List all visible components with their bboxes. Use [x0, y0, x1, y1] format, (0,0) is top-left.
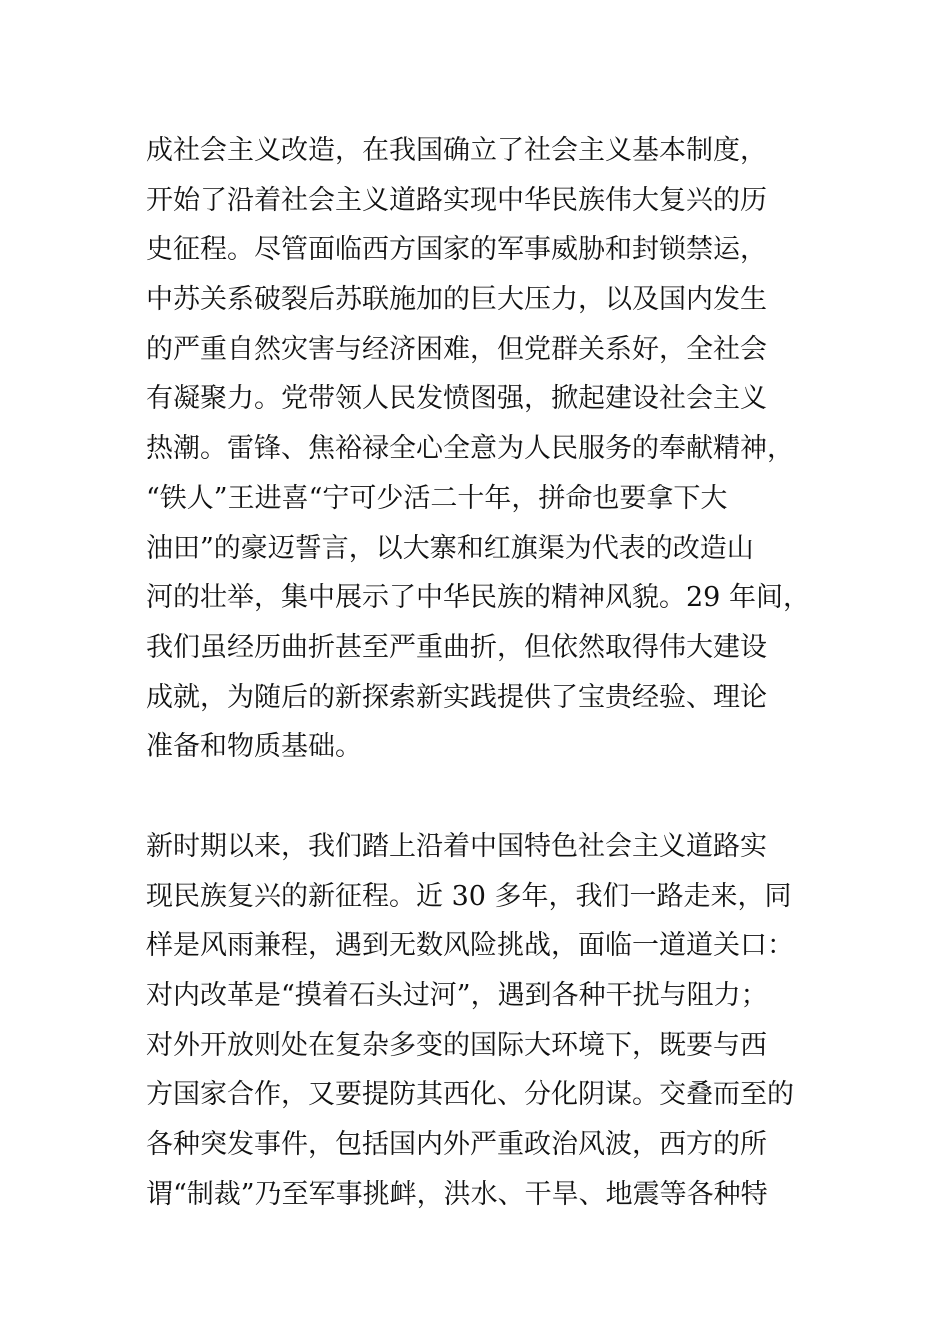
text-line: “铁人”王进喜“宁可少活二十年，拼命也要拿下大: [146, 482, 728, 514]
text-line: 现民族复兴的新征程。近 30 多年，我们一路走来，同: [146, 880, 792, 912]
text-line: 对内改革是“摸着石头过河”，遇到各种干扰与阻力；: [146, 980, 768, 1012]
text-line: 油田”的豪迈誓言，以大寨和红旗渠为代表的改造山: [146, 532, 754, 564]
paragraph-1: [146, 126, 816, 772]
text-line: 方国家合作，又要提防其西化、分化阴谋。交叠而至的: [146, 1079, 794, 1111]
text-line: 对外开放则处在复杂多变的国际大环境下，既要与西: [146, 1029, 767, 1061]
text-line: 热潮。雷锋、焦裕禄全心全意为人民服务的奉献精神，: [146, 433, 794, 465]
text-line: 谓“制裁”乃至军事挑衅，洪水、干旱、地震等各种特: [146, 1178, 768, 1210]
text-line: 我们虽经历曲折甚至严重曲折，但依然取得伟大建设: [146, 631, 767, 663]
text-line: 中苏关系破裂后苏联施加的巨大压力，以及国内发生: [146, 284, 767, 316]
text-line: 成社会主义改造，在我国确立了社会主义基本制度，: [146, 135, 767, 166]
text-line: 史征程。尽管面临西方国家的军事威胁和封锁禁运，: [146, 234, 767, 266]
text-line: 开始了沿着社会主义道路实现中华民族伟大复兴的历: [146, 184, 767, 216]
text-line: 河的壮举，集中展示了中华民族的精神风貌。29 年间，: [146, 582, 810, 614]
text-line: 新时期以来，我们踏上沿着中国特色社会主义道路实: [146, 831, 767, 862]
text-line: 准备和物质基础。: [146, 731, 362, 763]
paragraph-2: [146, 822, 816, 1220]
text-line: 成就，为随后的新探索新实践提供了宝贵经验、理论: [146, 681, 767, 713]
text-line: 有凝聚力。党带领人民发愤图强，掀起建设社会主义: [146, 383, 767, 415]
text-line: 样是风雨兼程，遇到无数风险挑战，面临一道道关口：: [146, 930, 794, 962]
text-line: 各种突发事件，包括国内外严重政治风波，西方的所: [146, 1129, 767, 1161]
text-line: 的严重自然灾害与经济困难，但党群关系好，全社会: [146, 333, 767, 365]
